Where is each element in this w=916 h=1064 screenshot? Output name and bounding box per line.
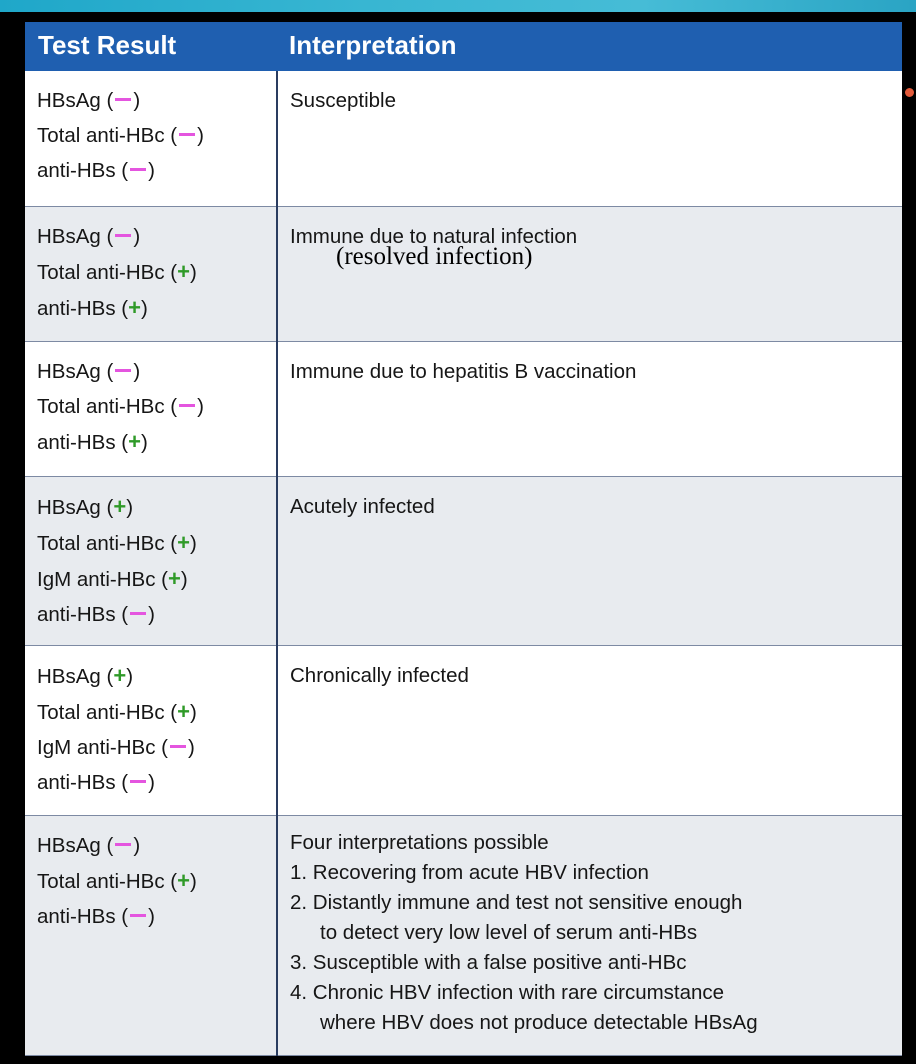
test-line: HBsAg ( ) <box>37 89 141 112</box>
table-header <box>25 22 902 71</box>
test-label: HBsAg <box>37 834 101 857</box>
test-line: anti-HBs ( ) <box>37 771 155 794</box>
negative-sign-icon <box>130 914 146 917</box>
test-label: HBsAg <box>37 225 101 248</box>
test-line: HBsAg (+) <box>37 663 134 688</box>
test-label: Total anti-HBc <box>37 870 165 893</box>
red-dot-marker <box>905 88 914 97</box>
test-label: IgM anti-HBc <box>37 568 156 591</box>
test-label: anti-HBs <box>37 159 116 182</box>
test-line: HBsAg (+) <box>37 494 134 519</box>
interpretation-cell <box>290 354 895 389</box>
negative-sign-icon <box>130 612 146 615</box>
handwritten-annotation: (resolved infection) <box>336 243 533 270</box>
interpretation-cell <box>290 658 895 693</box>
interpretation-text: Immune due to hepatitis B vaccination <box>290 360 637 383</box>
test-line: Total anti-HBc (+) <box>37 699 197 724</box>
table-row <box>25 646 902 816</box>
test-label: anti-HBs <box>37 431 116 454</box>
table-row <box>25 71 902 207</box>
hepatitis-b-serology-table <box>25 22 902 1056</box>
table-row <box>25 816 902 1056</box>
column-divider <box>276 71 278 1056</box>
test-label: IgM anti-HBc <box>37 736 156 759</box>
test-label: anti-HBs <box>37 603 116 626</box>
test-line: Total anti-HBc (+) <box>37 530 197 555</box>
test-label: HBsAg <box>37 360 101 383</box>
positive-sign-icon: + <box>128 295 141 320</box>
interpretation-text: 3. Susceptible with a false positive anti-HBc <box>290 951 687 974</box>
test-line: IgM anti-HBc (+) <box>37 566 188 591</box>
negative-sign-icon <box>130 168 146 171</box>
interpretation-text: Acutely infected <box>290 495 435 518</box>
header-interpretation: Interpretation <box>289 30 457 60</box>
interpretation-text: Immune due to natural infection <box>290 225 578 248</box>
positive-sign-icon: + <box>168 566 181 591</box>
test-line: Total anti-HBc (+) <box>37 259 197 284</box>
interpretation-text: where HBV does not produce detectable HBsAg <box>320 1011 758 1034</box>
test-results-cell <box>37 489 273 632</box>
interpretation-cell <box>290 83 895 118</box>
positive-sign-icon: + <box>113 494 127 519</box>
positive-sign-icon: + <box>177 259 190 284</box>
test-line: anti-HBs ( ) <box>37 603 155 626</box>
negative-sign-icon <box>130 780 146 783</box>
positive-sign-icon: + <box>177 530 190 555</box>
interpretation-cell <box>290 828 895 1038</box>
test-results-cell <box>37 658 273 800</box>
test-line: anti-HBs ( ) <box>37 159 155 182</box>
positive-sign-icon: + <box>128 429 141 454</box>
test-line: HBsAg ( ) <box>37 834 141 857</box>
positive-sign-icon: + <box>177 699 190 724</box>
test-line: Total anti-HBc ( ) <box>37 124 204 147</box>
interpretation-text: Chronically infected <box>290 664 469 687</box>
negative-sign-icon <box>170 745 186 748</box>
test-label: Total anti-HBc <box>37 532 165 555</box>
test-line: Total anti-HBc (+) <box>37 868 197 893</box>
negative-sign-icon <box>115 98 131 101</box>
test-label: HBsAg <box>37 89 101 112</box>
interpretation-text: Susceptible <box>290 89 396 112</box>
test-label: Total anti-HBc <box>37 261 165 284</box>
table-row <box>25 207 902 342</box>
table-row <box>25 342 902 477</box>
interpretation-cell <box>290 489 895 524</box>
test-line: HBsAg ( ) <box>37 225 141 248</box>
test-line: HBsAg ( ) <box>37 360 141 383</box>
test-line: anti-HBs (+) <box>37 295 148 320</box>
interpretation-text: 2. Distantly immune and test not sensitive enough <box>290 891 743 914</box>
negative-sign-icon <box>115 234 131 237</box>
negative-sign-icon <box>115 843 131 846</box>
test-line: IgM anti-HBc ( ) <box>37 736 195 759</box>
test-line: Total anti-HBc ( ) <box>37 395 204 418</box>
negative-sign-icon <box>115 369 131 372</box>
interpretation-text: 1. Recovering from acute HBV infection <box>290 861 649 884</box>
test-line: anti-HBs ( ) <box>37 905 155 928</box>
positive-sign-icon: + <box>113 663 127 688</box>
test-label: Total anti-HBc <box>37 701 165 724</box>
top-gradient-band <box>0 0 916 12</box>
interpretation-text: 4. Chronic HBV infection with rare circumstance <box>290 981 725 1004</box>
test-label: anti-HBs <box>37 771 116 794</box>
interpretation-text: Four interpretations possible <box>290 831 549 854</box>
test-label: HBsAg <box>37 665 101 688</box>
test-results-cell <box>37 83 273 188</box>
test-label: anti-HBs <box>37 905 116 928</box>
test-results-cell <box>37 828 273 934</box>
table-row <box>25 477 902 646</box>
negative-sign-icon <box>179 133 195 136</box>
interpretation-text: to detect very low level of serum anti-HBs <box>320 921 698 944</box>
test-label: HBsAg <box>37 496 101 519</box>
positive-sign-icon: + <box>177 868 190 893</box>
test-line: anti-HBs (+) <box>37 429 148 454</box>
test-label: anti-HBs <box>37 297 116 320</box>
test-results-cell <box>37 354 273 460</box>
test-label: Total anti-HBc <box>37 395 165 418</box>
header-test-result: Test Result <box>38 30 177 60</box>
negative-sign-icon <box>179 404 195 407</box>
test-label: Total anti-HBc <box>37 124 165 147</box>
test-results-cell <box>37 219 273 326</box>
